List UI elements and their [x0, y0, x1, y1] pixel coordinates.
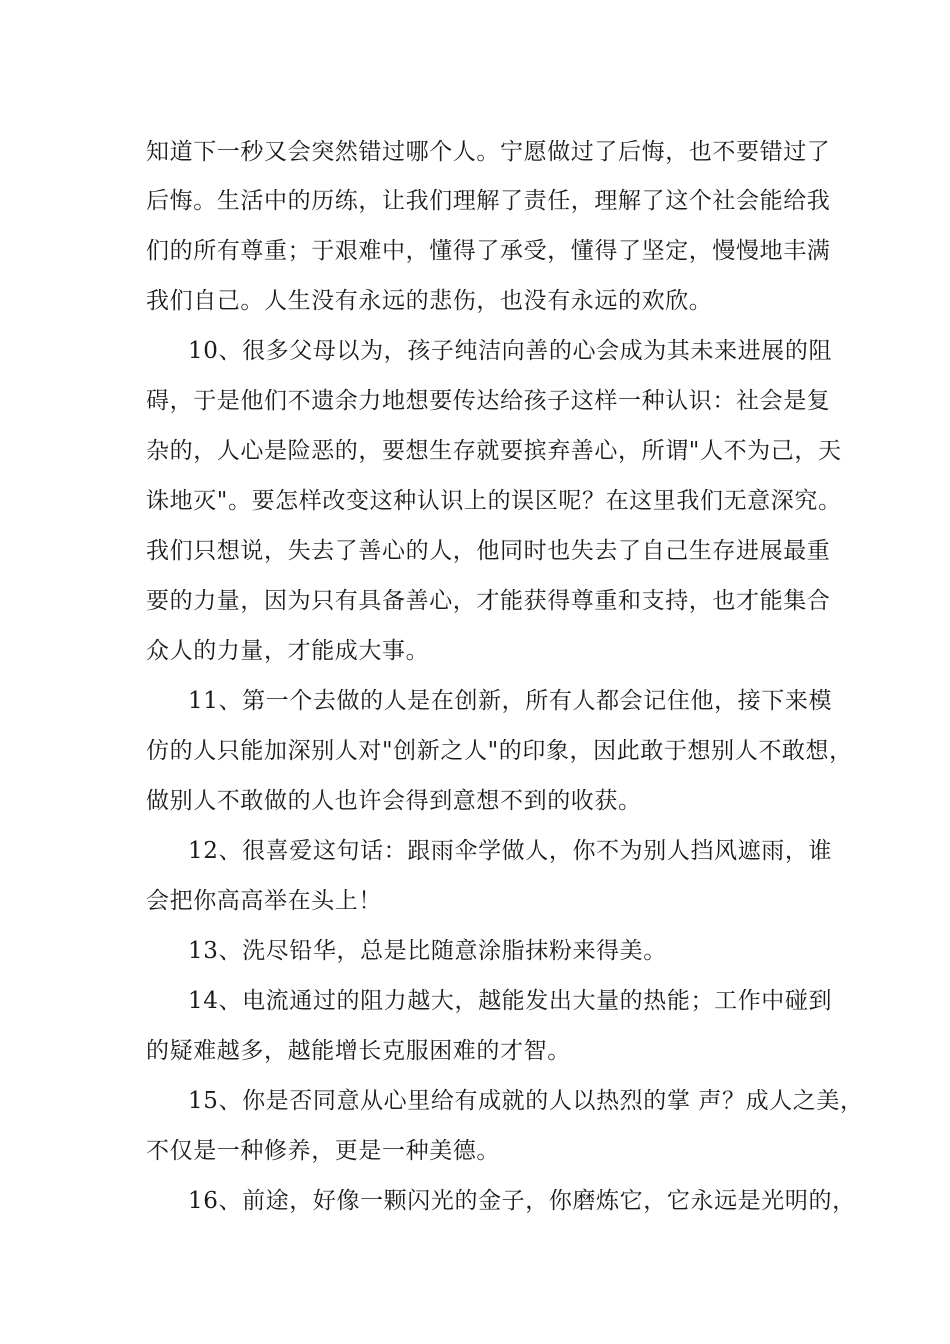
- text-line-18: 14、电流通过的阻力越大，越能发出大量的热能；工作中碰到: [188, 988, 833, 1014]
- text-line-5: 10、很多父母以为，孩子纯洁向善的心会成为其未来进展的阻: [188, 338, 833, 364]
- text-line-7: 杂的，人心是险恶的，要想生存就要摈弃善心，所谓"人不为己，天: [146, 438, 842, 464]
- text-line-16: 会把你高高举在头上！: [146, 888, 382, 914]
- text-line-1: 知道下一秒又会突然错过哪个人。宁愿做过了后悔，也不要错过了: [146, 139, 831, 165]
- text-line-13: 仿的人只能加深别人对"创新之人"的印象，因此敢于想别人不敢想，: [146, 738, 853, 764]
- text-line-17: 13、洗尽铅华，总是比随意涂脂抹粉来得美。: [188, 938, 667, 964]
- text-line-12: 11、第一个去做的人是在创新，所有人都会记住他，接下来模: [188, 688, 833, 714]
- text-line-15: 12、很喜爱这句话：跟雨伞学做人，你不为别人挡风遮雨，谁: [188, 838, 833, 864]
- text-line-10: 要的力量，因为只有具备善心，才能获得尊重和支持，也才能集合: [146, 588, 831, 614]
- text-line-21: 不仅是一种修养，更是一种美德。: [146, 1138, 500, 1164]
- text-line-3: 们的所有尊重；于艰难中，懂得了承受，懂得了坚定，慢慢地丰满: [146, 238, 831, 264]
- text-line-4: 我们自己。人生没有永远的悲伤，也没有永远的欢欣。: [146, 288, 713, 314]
- text-line-11: 众人的力量，才能成大事。: [146, 638, 430, 664]
- text-line-8: 诛地灭"。要怎样改变这种认识上的误区呢？在这里我们无意深究。: [146, 488, 842, 514]
- text-line-14: 做别人不敢做的人也许会得到意想不到的收获。: [146, 788, 642, 814]
- text-line-22: 16、前途，好像一颗闪光的金子，你磨炼它，它永远是光明的，: [188, 1188, 856, 1214]
- text-line-9: 我们只想说，失去了善心的人，他同时也失去了自己生存进展最重: [146, 538, 831, 564]
- text-line-19: 的疑难越多，越能增长克服困难的才智。: [146, 1038, 571, 1064]
- text-line-6: 碍，于是他们不遗余力地想要传达给孩子这样一种认识：社会是复: [146, 388, 831, 414]
- text-line-20: 15、你是否同意从心里给有成就的人以热烈的掌 声？成人之美，: [188, 1088, 864, 1114]
- text-line-2: 后悔。生活中的历练，让我们理解了责任，理解了这个社会能给我: [146, 188, 831, 214]
